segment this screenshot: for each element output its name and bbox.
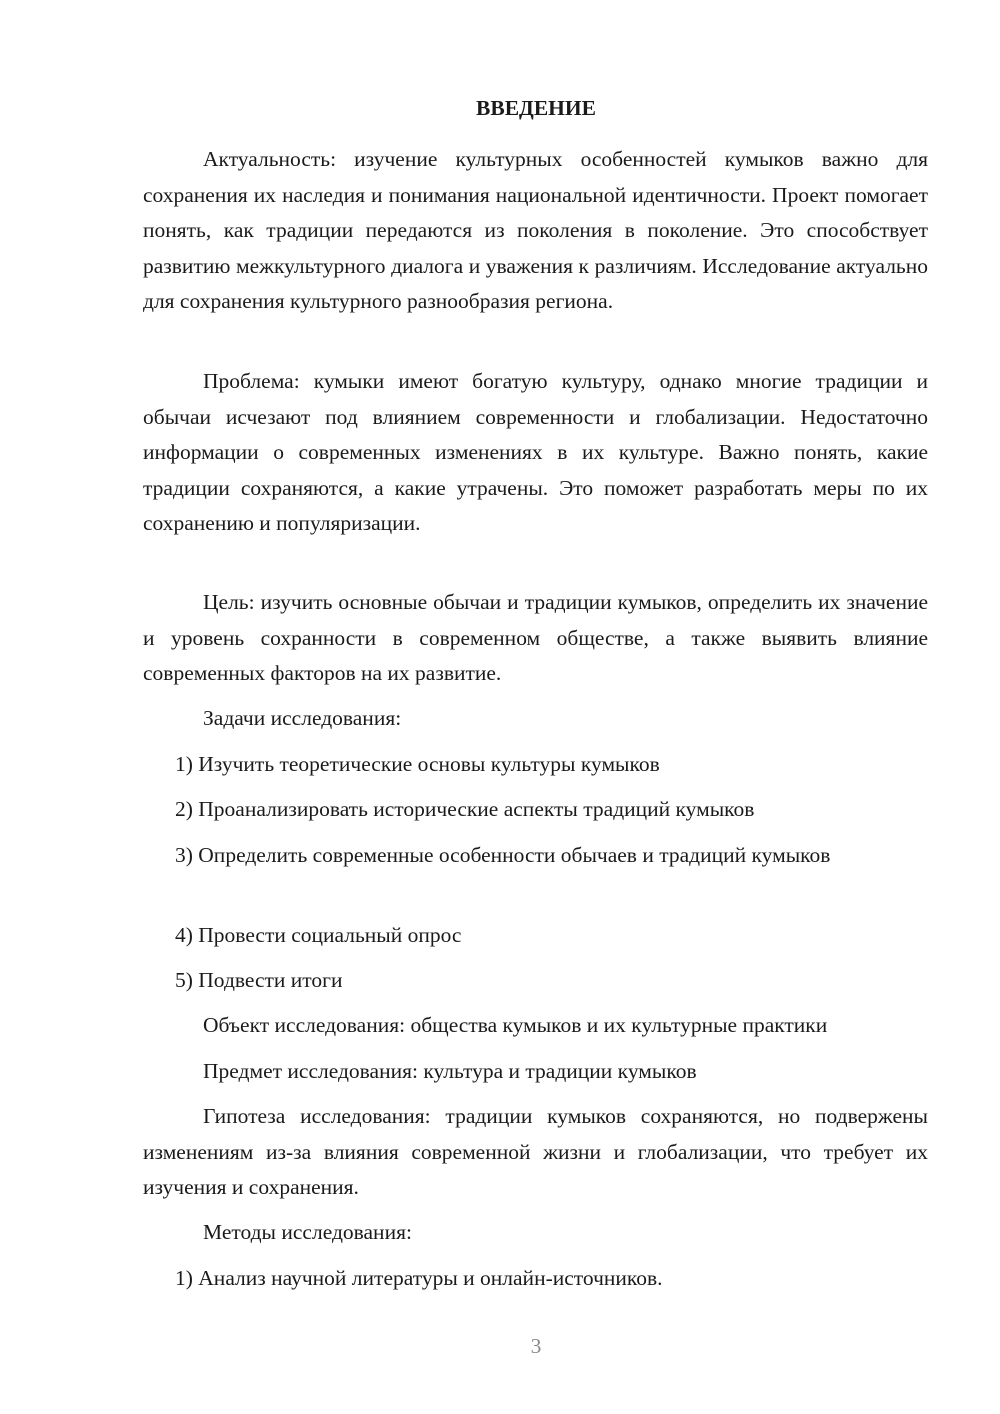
tasks-title-text: Задачи исследования:: [203, 706, 402, 730]
object-paragraph: [143, 1008, 928, 1044]
relevance-paragraph: [143, 142, 928, 320]
methods-title-text: Методы исследования:: [203, 1220, 412, 1244]
task-item-5: 5) Подвести итоги: [175, 968, 343, 992]
page-number: 3: [530, 1334, 542, 1358]
tasks-title: [143, 701, 928, 737]
goal-text: Цель: изучить основные обычаи и традиции кумыков, определить их значение и уровень сохранности в современном обществе, а также выявить влияние современных факторов на их развитие.: [143, 590, 928, 685]
subject-text: Предмет исследования: культура и традиции кумыков: [203, 1059, 697, 1083]
goal-paragraph: [143, 585, 928, 692]
hypothesis-paragraph: [143, 1099, 928, 1206]
problem-paragraph: [143, 364, 928, 542]
section-heading: ВВЕДЕНИЕ: [476, 96, 596, 120]
task-item-1: 1) Изучить теоретические основы культуры кумыков: [175, 752, 660, 776]
task-item-3: 3) Определить современные особенности обычаев и традиций кумыков: [175, 843, 831, 867]
methods-title: [143, 1215, 928, 1251]
problem-text: Проблема: кумыки имеют богатую культуру, однако многие традиции и обычаи исчезают под влиянием современности и глобализации. Недостаточно информации о современных изменениях в их культуре. Важно понять, какие традиции сохраняются, а какие утрачены. Это поможет разработать меры по их сохранению и популяризации.: [143, 369, 928, 535]
subject-paragraph: [143, 1054, 928, 1090]
task-item-2: 2) Проанализировать исторические аспекты традиций кумыков: [175, 797, 755, 821]
object-text: Объект исследования: общества кумыков и их культурные практики: [203, 1013, 828, 1037]
relevance-text: Актуальность: изучение культурных особенностей кумыков важно для сохранения их наследия и понимания национальной идентичности. Проект помогает понять, как традиции передаются из поколения в поколение. Это способствует развитию межкультурного диалога и уважения к различиям. Исследование актуально для сохранения культурного разнообразия региона.: [143, 147, 928, 313]
hypothesis-text: Гипотеза исследования: традиции кумыков сохраняются, но подвержены изменениям из-за влияния современной жизни и глобализации, что требует их изучения и сохранения.: [143, 1104, 928, 1199]
method-item-1: 1) Анализ научной литературы и онлайн-источников.: [175, 1266, 663, 1290]
task-item-4: 4) Провести социальный опрос: [175, 923, 462, 947]
